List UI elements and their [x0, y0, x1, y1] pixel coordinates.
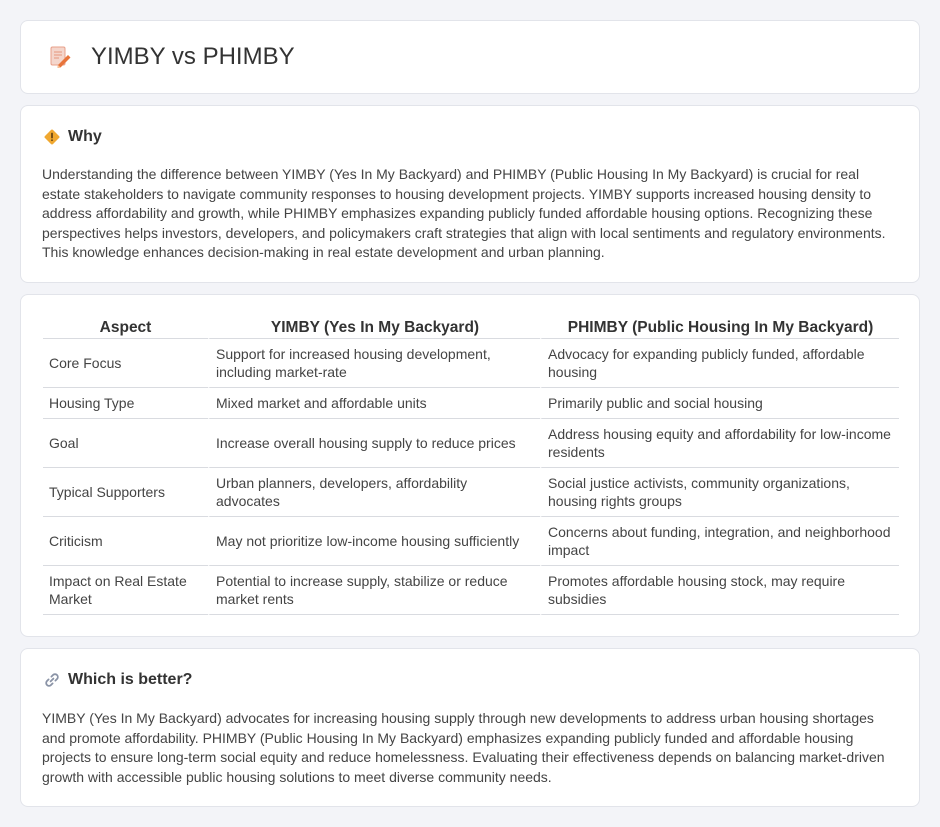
header-aspect: Aspect [43, 317, 208, 339]
table-row [43, 388, 899, 419]
why-card [20, 105, 920, 283]
table-row [43, 419, 899, 468]
yimby-cell: May not prioritize low-income housing sufficiently [208, 517, 540, 566]
phimby-cell: Promotes affordable housing stock, may require subsidies [540, 566, 899, 615]
yimby-cell: Urban planners, developers, affordability advocates [208, 468, 540, 517]
phimby-cell: Concerns about funding, integration, and neighborhood impact [540, 517, 899, 566]
better-header [43, 671, 192, 689]
better-body: YIMBY (Yes In My Backyard) advocates for increasing housing supply through new developments to address urban housing shortages and promote affordability. PHIMBY (Public Housing In My Backyard) emphasizes expanding publicly funded and affordable housing projects to ensure long-term social equity and reduce homelessness. Evaluating their effectiveness depends on balancing market-driven growth with accessible public housing solutions to meet diverse community needs. [42, 710, 885, 785]
why-header [43, 128, 102, 146]
yimby-cell: Potential to increase supply, stabilize or reduce market rents [208, 566, 540, 615]
aspect-cell: Impact on Real Estate Market [43, 566, 208, 615]
title-row [47, 43, 295, 71]
header-yimby: YIMBY (Yes In My Backyard) [208, 317, 540, 339]
why-body: Understanding the difference between YIMBY (Yes In My Backyard) and PHIMBY (Public Housing In My Backyard) is crucial for real estate stakeholders to navigate community responses to housing development projects. YIMBY supports increased housing density to address affordability and growth, while PHIMBY emphasizes expanding publicly funded affordable housing options. Recognizing these perspectives helps investors, developers, and policymakers craft strategies that align with local sentiments and regulatory environments. This knowledge enhances decision-making in real estate development and urban planning. [42, 166, 886, 261]
table-header-row [43, 317, 899, 339]
yimby-cell: Mixed market and affordable units [208, 388, 540, 419]
table-row [43, 566, 899, 615]
aspect-cell: Typical Supporters [43, 468, 208, 517]
phimby-cell: Primarily public and social housing [540, 388, 899, 419]
document-pencil-icon [47, 44, 73, 70]
link-icon [43, 671, 61, 689]
comparison-table [43, 317, 899, 615]
yimby-cell: Support for increased housing development, including market-rate [208, 339, 540, 388]
aspect-cell: Core Focus [43, 339, 208, 388]
better-card [20, 648, 920, 807]
header-phimby: PHIMBY (Public Housing In My Backyard) [540, 317, 899, 339]
aspect-cell: Housing Type [43, 388, 208, 419]
comparison-card [20, 294, 920, 637]
table-row [43, 339, 899, 388]
yimby-cell: Increase overall housing supply to reduce prices [208, 419, 540, 468]
aspect-cell: Criticism [43, 517, 208, 566]
table-row [43, 517, 899, 566]
page-title: YIMBY vs PHIMBY [91, 43, 295, 70]
aspect-cell: Goal [43, 419, 208, 468]
phimby-cell: Advocacy for expanding publicly funded, affordable housing [540, 339, 899, 388]
title-card [20, 20, 920, 94]
better-title: Which is better? [68, 671, 193, 688]
phimby-cell: Address housing equity and affordability for low-income residents [540, 419, 899, 468]
why-title: Why [68, 128, 102, 145]
phimby-cell: Social justice activists, community organizations, housing rights groups [540, 468, 899, 517]
diamond-warning-icon [43, 128, 61, 146]
table-row [43, 468, 899, 517]
